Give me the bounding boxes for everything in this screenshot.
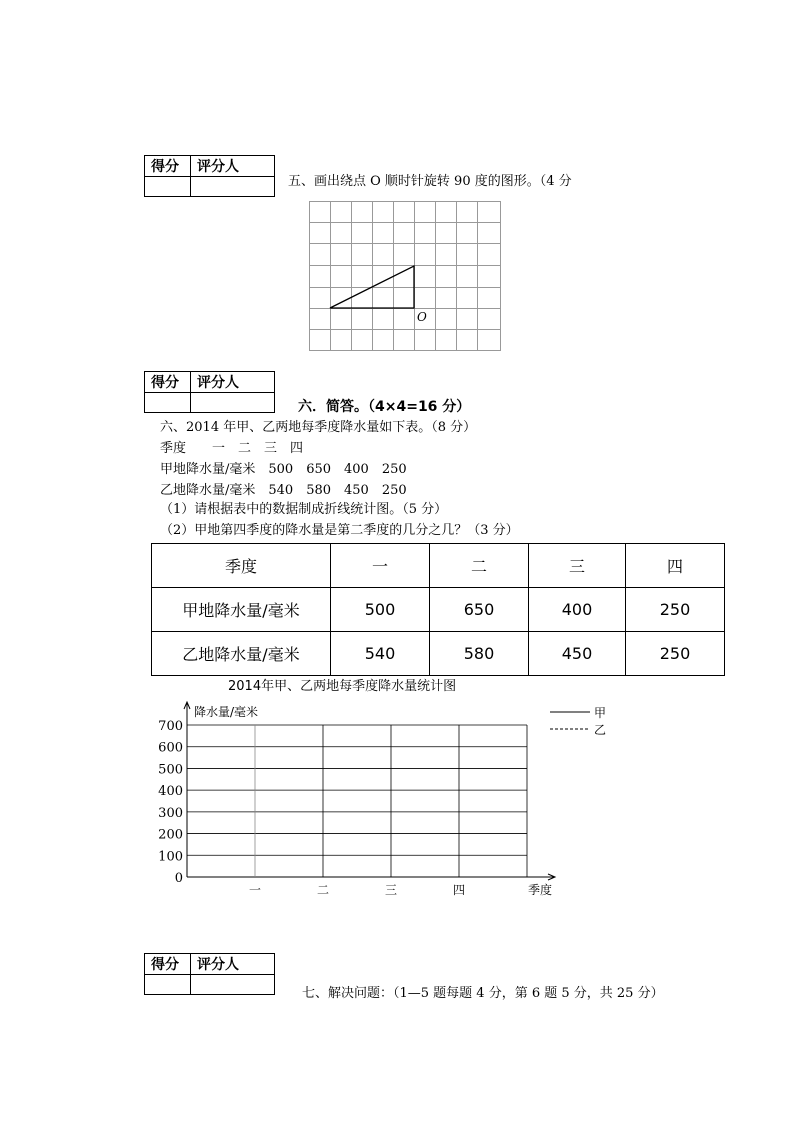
score-label: 得分	[145, 372, 191, 393]
score-box-2	[144, 371, 275, 413]
place-b-line: 乙地降水量/毫米 540 580 450 250	[160, 483, 407, 498]
table-cell: 650	[430, 588, 529, 632]
table-cell: 400	[529, 588, 626, 632]
grader-label: 评分人	[191, 954, 275, 975]
grader-cell[interactable]	[191, 177, 275, 197]
table-header-row	[152, 544, 725, 588]
rainfall-table	[151, 543, 725, 676]
table-cell: 450	[529, 632, 626, 676]
table-row	[152, 588, 725, 632]
score-cell[interactable]	[145, 177, 191, 197]
rainfall-chart	[150, 695, 620, 900]
score-label: 得分	[145, 954, 191, 975]
table-header-cell: 一	[331, 544, 430, 588]
x-tick-label: 四	[452, 883, 466, 897]
grader-label: 评分人	[191, 156, 275, 177]
score-label: 得分	[145, 156, 191, 177]
x-axis-label: 季度	[527, 883, 553, 897]
point-o-label: O	[417, 310, 427, 324]
question-5: 五、画出绕点 O 顺时针旋转 90 度的图形。（4 分	[288, 174, 572, 189]
sub-question-1: （1）请根据表中的数据制成折线统计图。（5 分）	[160, 502, 448, 517]
place-a-line: 甲地降水量/毫米 500 650 400 250	[160, 462, 407, 477]
x-tick-label: 一	[248, 883, 262, 897]
table-cell: 540	[331, 632, 430, 676]
table-cell: 250	[626, 588, 725, 632]
table-header-cell: 三	[529, 544, 626, 588]
question-6-intro: 六、2014 年甲、乙两地每季度降水量如下表。（8 分）	[160, 420, 477, 435]
table-cell: 250	[626, 632, 725, 676]
y-tick-label: 100	[158, 849, 183, 865]
legend-label: 乙	[594, 723, 607, 737]
section-6-heading: 六．简答。（4×4=16 分）	[298, 399, 471, 415]
score-box-3	[144, 953, 275, 995]
y-tick-label: 700	[158, 719, 183, 734]
sub-question-2: （2）甲地第四季度的降水量是第二季度的几分之几？（3 分）	[160, 523, 519, 538]
y-tick-label: 400	[158, 784, 183, 800]
y-tick-label: 500	[158, 762, 183, 778]
y-tick-label: 600	[158, 740, 183, 756]
table-row	[152, 632, 725, 676]
grader-cell[interactable]	[191, 975, 275, 995]
table-header-cell: 二	[430, 544, 529, 588]
rotation-grid	[309, 201, 501, 351]
x-tick-label: 三	[384, 883, 398, 897]
table-cell: 580	[430, 632, 529, 676]
question-7: 七、解决问题：（1—5 题每题 4 分，第 6 题 5 分，共 25 分）	[302, 986, 664, 1001]
y-axis-label: 降水量/毫米	[194, 705, 259, 719]
grader-label: 评分人	[191, 372, 275, 393]
score-cell[interactable]	[145, 393, 191, 413]
grader-cell[interactable]	[191, 393, 275, 413]
rotation-grid-svg	[309, 201, 501, 351]
legend-label: 甲	[594, 706, 607, 720]
y-tick-label: 200	[158, 827, 183, 843]
season-line: 季度 一 二 三 四	[160, 441, 304, 456]
table-cell: 500	[331, 588, 430, 632]
table-header-cell: 四	[626, 544, 725, 588]
score-box-1	[144, 155, 275, 197]
x-tick-label: 二	[316, 883, 330, 897]
y-tick-label: 300	[158, 805, 183, 821]
table-cell: 乙地降水量/毫米	[152, 632, 331, 676]
table-cell: 甲地降水量/毫米	[152, 588, 331, 632]
y-tick-label: 0	[174, 871, 183, 886]
chart-title: 2014年甲、乙两地每季度降水量统计图	[228, 679, 457, 694]
score-cell[interactable]	[145, 975, 191, 995]
table-header-cell: 季度	[152, 544, 331, 588]
